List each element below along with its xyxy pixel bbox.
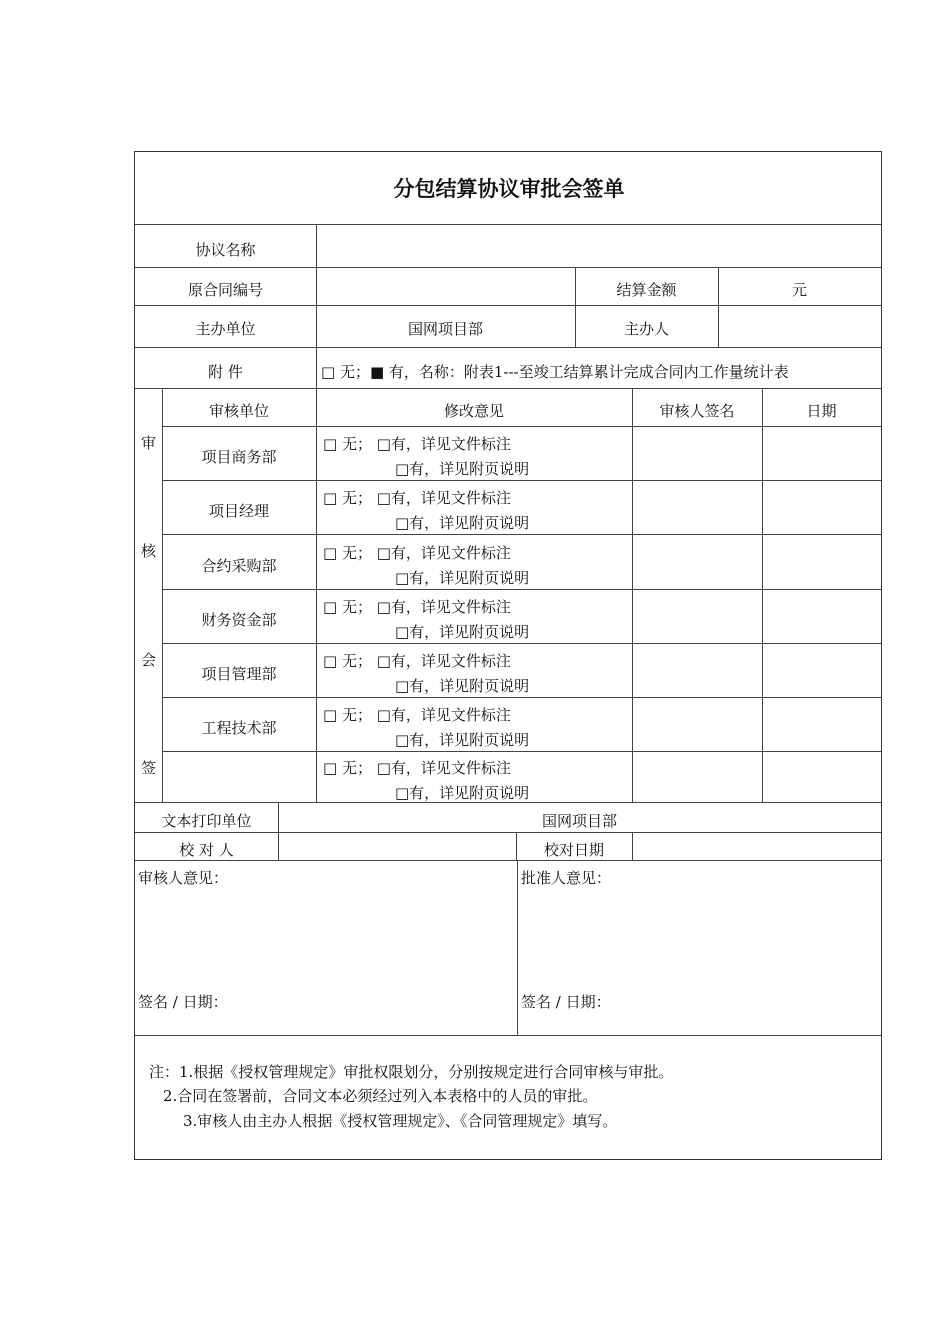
option-line-1: □ 无； □有，详见文件标注 xyxy=(323,652,511,670)
proofreader-label: 校 对 人 xyxy=(179,841,234,859)
option-line-2: □有，详见附页说明 xyxy=(395,569,530,587)
review-header-unit: 审核单位 xyxy=(208,402,269,420)
review-header-signature: 审核人签名 xyxy=(659,402,735,420)
agreement-name-label: 协议名称 xyxy=(195,241,256,259)
rule xyxy=(316,388,317,802)
rule xyxy=(162,589,881,590)
review-side-char: 核 xyxy=(140,542,156,560)
option-line-2: □有，详见附页说明 xyxy=(395,460,530,478)
rule xyxy=(162,534,881,535)
rule xyxy=(632,832,633,860)
settlement-amount-label: 结算金额 xyxy=(616,281,677,299)
attachment-label: 附 件 xyxy=(208,363,243,381)
review-unit: 项目管理部 xyxy=(201,665,277,683)
note-2: 2.合同在签署前，合同文本必须经过列入本表格中的人员的审批。 xyxy=(163,1087,598,1105)
rule xyxy=(162,426,881,427)
host-unit-label: 主办单位 xyxy=(195,320,256,338)
review-side-char: 会 xyxy=(140,651,156,669)
attachment-value: □ 无；■ 有，名称：附表1---至竣工结算累计完成合同内工作量统计表 xyxy=(321,363,789,381)
rule xyxy=(135,305,881,306)
review-header-date: 日期 xyxy=(806,402,837,420)
review-side-char: 签 xyxy=(140,759,156,777)
rule xyxy=(135,1035,881,1036)
print-unit-value: 国网项目部 xyxy=(541,812,617,830)
note-1: 注：1.根据《授权管理规定》审批权限划分，分别按规定进行合同审核与审批。 xyxy=(149,1063,674,1081)
rule xyxy=(135,224,881,225)
rule xyxy=(135,860,881,861)
host-unit-value: 国网项目部 xyxy=(407,320,483,338)
review-unit: 财务资金部 xyxy=(201,611,277,629)
host-person-label: 主办人 xyxy=(623,320,669,338)
rule xyxy=(162,697,881,698)
rule xyxy=(135,802,881,803)
option-line-2: □有，详见附页说明 xyxy=(395,514,530,532)
rule xyxy=(517,860,518,1035)
option-line-2: □有，详见附页说明 xyxy=(395,731,530,749)
review-unit: 合约采购部 xyxy=(201,557,277,575)
rule xyxy=(762,388,763,802)
note-3: 3.审核人由主办人根据《授权管理规定》、《合同管理规定》填写。 xyxy=(183,1112,618,1130)
review-side-char: 审 xyxy=(140,434,156,452)
form-title: 分包结算协议审批会签单 xyxy=(393,177,625,201)
approval-form xyxy=(134,151,882,1160)
option-line-1: □ 无； □有，详见文件标注 xyxy=(323,489,511,507)
review-header-opinion: 修改意见 xyxy=(443,402,504,420)
review-unit: 项目经理 xyxy=(208,502,269,520)
rule xyxy=(162,643,881,644)
rule xyxy=(162,751,881,752)
review-unit: 工程技术部 xyxy=(201,719,277,737)
option-line-1: □ 无； □有，详见文件标注 xyxy=(323,759,511,777)
option-line-1: □ 无； □有，详见文件标注 xyxy=(323,598,511,616)
proof-date-label: 校对日期 xyxy=(543,841,604,859)
rule xyxy=(278,802,279,860)
rule xyxy=(135,267,881,268)
rule xyxy=(135,832,881,833)
reviewer-sign-date: 签名 / 日期： xyxy=(138,993,228,1011)
reviewer-opinion-label: 审核人意见： xyxy=(138,869,229,887)
option-line-2: □有，详见附页说明 xyxy=(395,677,530,695)
rule xyxy=(135,347,881,348)
approver-opinion-label: 批准人意见： xyxy=(521,869,612,887)
option-line-1: □ 无； □有，详见文件标注 xyxy=(323,435,511,453)
review-unit: 项目商务部 xyxy=(201,448,277,466)
option-line-2: □有，详见附页说明 xyxy=(395,623,530,641)
approver-sign-date: 签名 / 日期： xyxy=(521,993,611,1011)
option-line-1: □ 无； □有，详见文件标注 xyxy=(323,544,511,562)
rule xyxy=(632,388,633,802)
rule xyxy=(316,224,317,388)
print-unit-label: 文本打印单位 xyxy=(161,812,252,830)
option-line-2: □有，详见附页说明 xyxy=(395,784,530,802)
rule xyxy=(162,480,881,481)
amount-unit: 元 xyxy=(791,281,807,299)
contract-no-label: 原合同编号 xyxy=(187,281,263,299)
option-line-1: □ 无； □有，详见文件标注 xyxy=(323,706,511,724)
rule xyxy=(718,267,719,347)
rule xyxy=(135,388,881,389)
